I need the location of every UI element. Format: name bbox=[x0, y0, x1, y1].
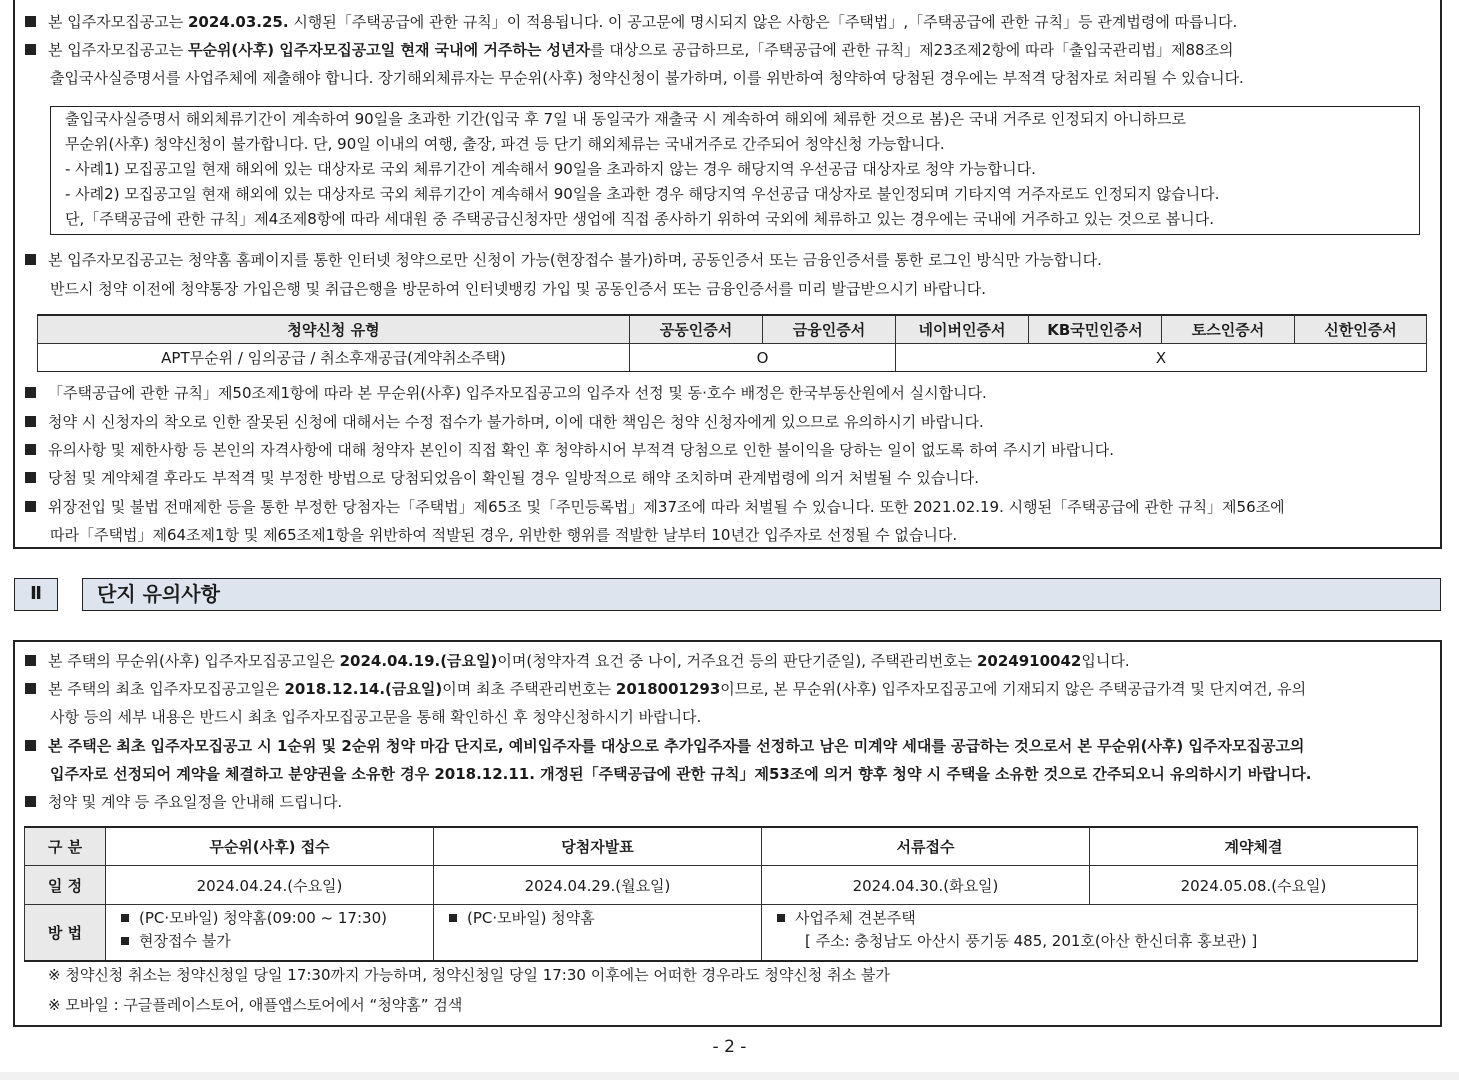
section-title: 단지 유의사항 bbox=[82, 578, 1441, 611]
square-bullet-icon bbox=[25, 416, 36, 427]
table-cell: 방 법 bbox=[25, 905, 106, 962]
complex-line-4: 본 주택은 최초 입주자모집공고 시 1순위 및 2순위 청약 마감 단지로, 예비입주자를 대상으로 추가입주자를 선정하고 남은 미계약 세대를 공급하는 것으로서 본 무순위(사후) 입주자모집공고의 bbox=[25, 736, 1304, 756]
table-header: 공동인증서 bbox=[630, 315, 763, 344]
square-bullet-icon bbox=[25, 444, 36, 455]
table-row bbox=[38, 344, 1427, 372]
note-line: 출입국사실증명서 해외체류기간이 계속하여 90일을 초과한 기간(입국 후 7일 내 동일국가 재출국 시 계속하여 해외에 체류한 것으로 봄)은 국내 거주로 인정되지 아니하므로 bbox=[65, 110, 1187, 128]
square-bullet-icon bbox=[25, 254, 36, 265]
table-cell: APT무순위 / 임의공급 / 취소후재공급(계약취소주택) bbox=[38, 344, 630, 372]
note-line: - 사례1) 모집공고일 현재 해외에 있는 대상자로 국외 체류기간이 계속해서 90일을 초과하지 않는 경우 해당지역 우선공급 대상자로 청약 가능합니다. bbox=[65, 160, 1036, 178]
table-row bbox=[25, 905, 1418, 962]
schedule-table bbox=[24, 826, 1418, 962]
table-header: 무순위(사후) 접수 bbox=[106, 827, 434, 866]
table-cell bbox=[106, 905, 434, 962]
table-header: 청약신청 유형 bbox=[38, 315, 630, 344]
table-header: 서류접수 bbox=[762, 827, 1090, 866]
section-number: Ⅱ bbox=[14, 578, 58, 611]
square-bullet-icon bbox=[25, 387, 36, 398]
notice-line-10: 위장전입 및 불법 전매제한 등을 통한 부정한 당첨자는「주택법」제65조 및「주민등록법」제37조에 따라 처벌될 수 있습니다. 또한 2021.02.19. 시행된「주택공급에 관한 규칙」제56조에 bbox=[25, 497, 1285, 517]
overseas-stay-note-box bbox=[50, 106, 1420, 235]
table-cell: 2024.04.24.(수요일) bbox=[106, 866, 434, 905]
square-bullet-icon bbox=[121, 937, 129, 945]
mobile-note: ※ 모바일 : 구글플레이스토어, 애플앱스토어에서 “청약홈” 검색 bbox=[48, 996, 463, 1014]
table-cell bbox=[434, 905, 762, 962]
table-header: 금융인증서 bbox=[763, 315, 896, 344]
table-cell: 2024.04.30.(화요일) bbox=[762, 866, 1090, 905]
notice-line-8: 유의사항 및 제한사항 등 본인의 자격사항에 대해 청약자 본인이 직접 확인 후 청약하시어 부적격 당첨으로 인한 불이익을 당하는 일이 없도록 하여 주시기 바랍니다. bbox=[25, 440, 1114, 460]
notice-line-11: 따라「주택법」제64조제1항 및 제65조제1항을 위반하여 적발된 경우, 위반한 행위를 적발한 날부터 10년간 입주자로 선정될 수 없습니다. bbox=[50, 526, 958, 544]
square-bullet-icon bbox=[25, 16, 36, 27]
notice-line-9: 당첨 및 계약체결 후라도 부적격 및 부정한 방법으로 당첨되었음이 확인될 경우 일방적으로 해약 조치하며 관계법령에 의거 처벌될 수 있습니다. bbox=[25, 468, 979, 488]
square-bullet-icon bbox=[25, 472, 36, 483]
note-line: 무순위(사후) 청약신청이 불가합니다. 단, 90일 이내의 여행, 출장, 파견 등 단기 해외체류는 국내거주로 간주되어 청약신청 가능합니다. bbox=[65, 135, 945, 153]
method-item: (PC·모바일) 청약홈(09:00 ~ 17:30) bbox=[107, 907, 432, 930]
notice-line-1: 본 입주자모집공고는 2024.03.25. 시행된「주택공급에 관한 규칙」이 적용됩니다. 이 공고문에 명시되지 않은 사항은「주택법」,「주택공급에 관한 규칙」등 관계법령에 따릅니다. bbox=[25, 12, 1237, 32]
complex-line-5: 입주자로 선정되어 계약을 체결하고 분양권을 소유한 경우 2018.12.11. 개정된「주택공급에 관한 규칙」제53조에 의거 향후 청약 시 주택을 소유한 것으로 간주되오니 유의하시기 바랍니다. bbox=[50, 765, 1312, 783]
notice-line-2: 본 입주자모집공고는 무순위(사후) 입주자모집공고일 현재 국내에 거주하는 성년자를 대상으로 공급하므로,「주택공급에 관한 규칙」제23조제2항에 따라「출입국관리법」제88조의 bbox=[25, 40, 1234, 60]
table-header-row bbox=[25, 827, 1418, 866]
table-header: 네이버인증서 bbox=[896, 315, 1029, 344]
method-item: 사업주체 견본주택 bbox=[763, 907, 1416, 930]
square-bullet-icon bbox=[25, 44, 36, 55]
cancel-note: ※ 청약신청 취소는 청약신청일 당일 17:30까지 가능하며, 청약신청일 당일 17:30 이후에는 어떠한 경우라도 청약신청 취소 불가 bbox=[48, 966, 890, 984]
table-header: 신한인증서 bbox=[1295, 315, 1427, 344]
square-bullet-icon bbox=[25, 683, 36, 694]
table-header: KB국민인증서 bbox=[1029, 315, 1162, 344]
certificate-table bbox=[37, 314, 1427, 372]
method-address: [ 주소: 충청남도 아산시 풍기동 485, 201호(아산 한신더휴 홍보관) ] bbox=[805, 932, 1258, 950]
table-cell: X bbox=[896, 344, 1427, 372]
table-cell: 일 정 bbox=[25, 866, 106, 905]
table-cell: 2024.05.08.(수요일) bbox=[1090, 866, 1418, 905]
table-header: 당첨자발표 bbox=[434, 827, 762, 866]
square-bullet-icon bbox=[25, 796, 36, 807]
square-bullet-icon bbox=[25, 740, 36, 751]
notice-line-5: 반드시 청약 이전에 청약통장 가입은행 및 취급은행을 방문하여 인터넷뱅킹 가입 및 공동인증서 또는 금융인증서를 미리 발급받으시기 바랍니다. bbox=[50, 280, 986, 298]
method-item: 현장접수 불가 bbox=[107, 930, 432, 953]
notice-box-general bbox=[13, 0, 1442, 549]
page-bottom-edge bbox=[0, 1072, 1459, 1080]
notice-line-3: 출입국사실증명서를 사업주체에 제출해야 합니다. 장기해외체류자는 무순위(사후) 청약신청이 불가하며, 이를 위반하여 청약하여 당첨된 경우에는 부적격 당첨자로 처리될 수 있습니다. bbox=[50, 69, 1244, 87]
note-line: 단,「주택공급에 관한 규칙」제4조제8항에 따라 세대원 중 주택공급신청자만 생업에 직접 종사하기 위하여 국외에 체류하고 있는 경우에는 국내에 거주하고 있는 것으로 봅니다. bbox=[65, 210, 1215, 228]
square-bullet-icon bbox=[121, 914, 129, 922]
table-header: 토스인증서 bbox=[1162, 315, 1295, 344]
table-cell: 2024.04.29.(월요일) bbox=[434, 866, 762, 905]
notice-line-4: 본 입주자모집공고는 청약홈 홈페이지를 통한 인터넷 청약으로만 신청이 가능(현장접수 불가)하며, 공동인증서 또는 금융인증서를 통한 로그인 방식만 가능합니다. bbox=[25, 250, 1102, 270]
method-item: (PC·모바일) 청약홈 bbox=[435, 907, 760, 930]
square-bullet-icon bbox=[449, 914, 457, 922]
square-bullet-icon bbox=[777, 914, 785, 922]
table-cell bbox=[762, 905, 1418, 962]
table-header-row bbox=[38, 315, 1427, 344]
table-header: 계약체결 bbox=[1090, 827, 1418, 866]
complex-line-1: 본 주택의 무순위(사후) 입주자모집공고일은 2024.04.19.(금요일)이며(청약자격 요건 중 나이, 거주요건 등의 판단기준일), 주택관리번호는 2024910042입니다. bbox=[25, 651, 1130, 671]
complex-line-6: 청약 및 계약 등 주요일정을 안내해 드립니다. bbox=[25, 792, 342, 812]
note-line: - 사례2) 모집공고일 현재 해외에 있는 대상자로 국외 체류기간이 계속해서 90일을 초과한 경우 해당지역 우선공급 대상자로 불인정되며 기타지역 거주자로도 인정되지 않습니다. bbox=[65, 185, 1220, 203]
complex-line-2: 본 주택의 최초 입주자모집공고일은 2018.12.14.(금요일)이며 최초 주택관리번호는 2018001293이므로, 본 무순위(사후) 입주자모집공고에 기재되지 않은 주택공급가격 및 단지여건, 유의 bbox=[25, 679, 1306, 699]
notice-line-6: 「주택공급에 관한 규칙」제50조제1항에 따라 본 무순위(사후) 입주자모집공고의 입주자 선정 및 동·호수 배정은 한국부동산원에서 실시합니다. bbox=[25, 383, 987, 403]
complex-line-3: 사항 등의 세부 내용은 반드시 최초 입주자모집공고문을 통해 확인하신 후 청약신청하시기 바랍니다. bbox=[50, 708, 702, 726]
square-bullet-icon bbox=[25, 501, 36, 512]
table-header: 구 분 bbox=[25, 827, 106, 866]
page-number: - 2 - bbox=[712, 1037, 747, 1057]
notice-line-7: 청약 시 신청자의 착오로 인한 잘못된 신청에 대해서는 수정 접수가 불가하며, 이에 대한 책임은 청약 신청자에게 있으므로 유의하시기 바랍니다. bbox=[25, 412, 984, 432]
table-row bbox=[25, 866, 1418, 905]
table-cell: O bbox=[630, 344, 896, 372]
square-bullet-icon bbox=[25, 655, 36, 666]
